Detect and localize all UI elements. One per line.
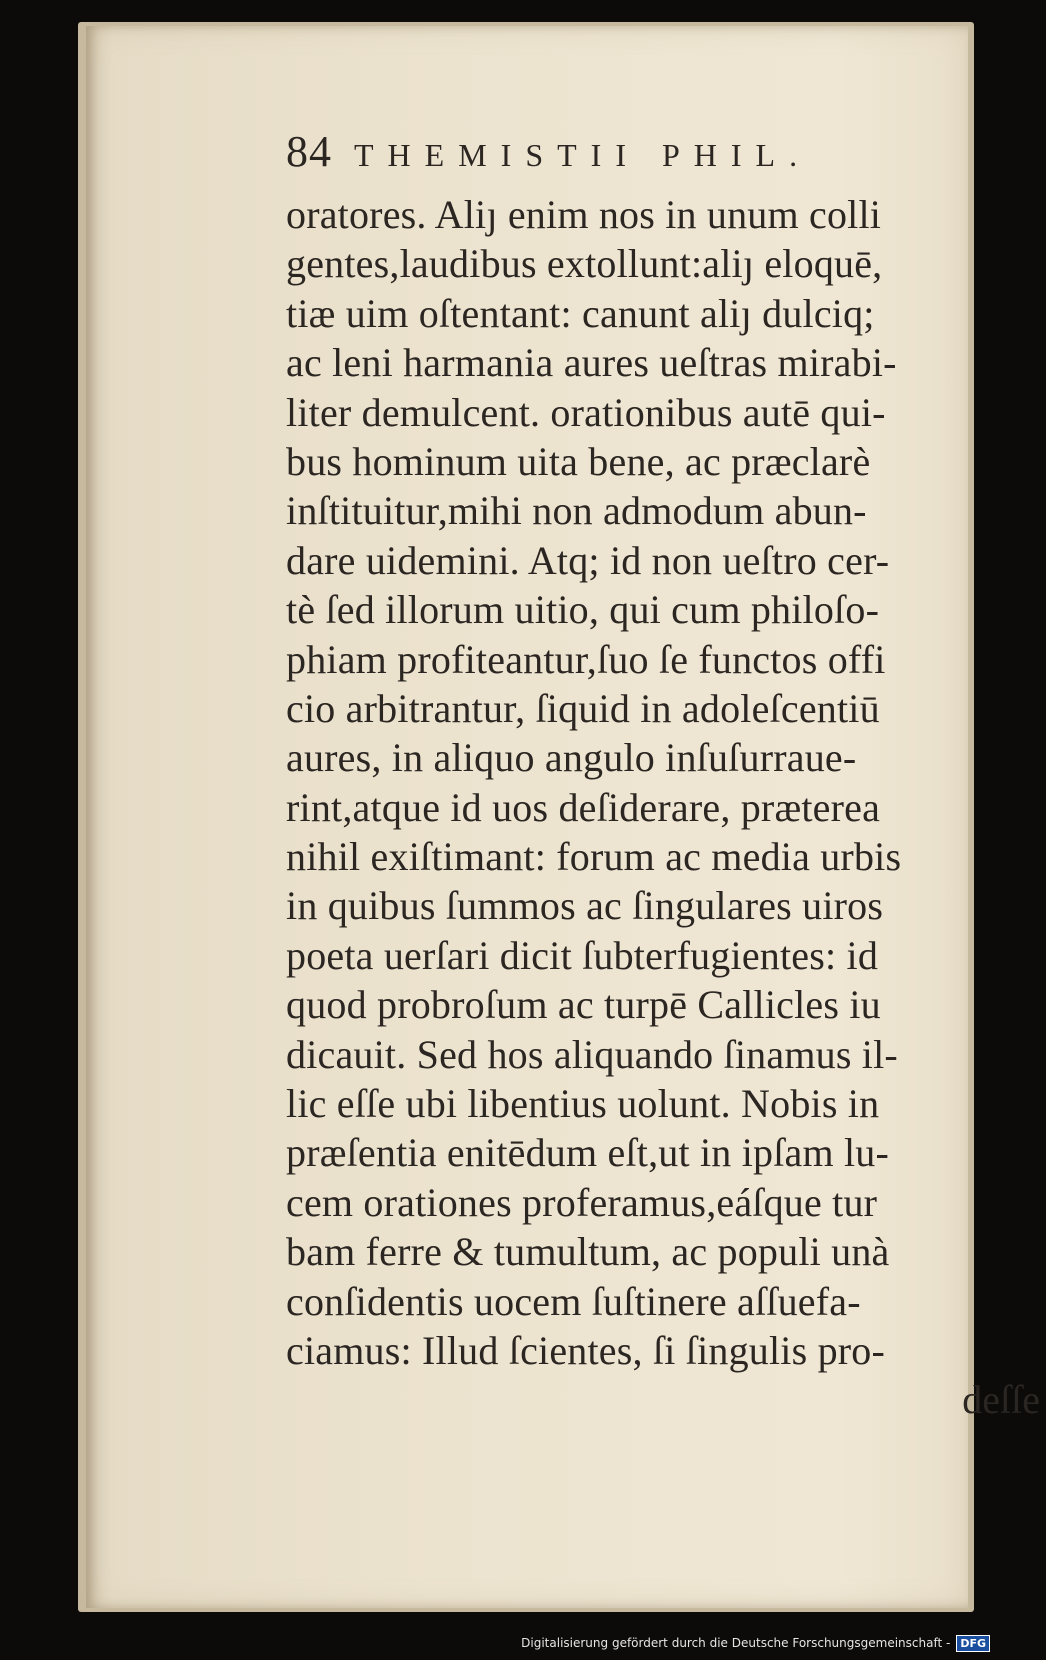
text-line: quod probroſum ac turpē Callicles iu [286,982,881,1028]
text-line: conſidentis uocem ſuſtinere aſſuefa- [286,1278,861,1324]
page-number: 84 [286,127,332,176]
text-line: lic eſſe ubi libentius uolunt. Nobis in [286,1081,880,1127]
text-line: dare uidemini. Atq; id non ueſtro cer- [286,537,890,583]
text-line: tè ſed illorum uitio, qui cum philoſo- [286,587,880,633]
text-line: in quibus ſummos ac ſingulares uiros [286,883,884,929]
text-line: liter demulcent. orationibus autē qui- [286,389,886,435]
text-line: ac leni harmania aures ueſtras mirabi- [286,340,897,386]
text-line: nihil exiſtimant: forum ac media urbis [286,834,902,880]
text-line: tiæ uim oſtentant: canunt aliȷ dulciq; [286,290,875,336]
text-line: poeta uerſari dicit ſubterfugientes: id [286,932,879,978]
text-line: præſentia enitēdum eſt,ut in ipſam lu- [286,1130,890,1176]
text-line: aures, in aliquo angulo inſuſurraue- [286,735,857,781]
text-line: ciamus: Illud ſcientes, ſi ſingulis pro- [286,1327,886,1373]
text-line: gentes,laudibus extollunt:aliȷ eloquē, [286,241,883,287]
text-line: rint,atque id uos deſiderare, præterea [286,784,881,830]
funding-credit-text: Digitalisierung gefördert durch die Deutsche Forschungsgemeinschaft - [521,1636,951,1650]
running-head-title: THEMISTII PHIL. [354,137,812,173]
book-page [86,26,1040,1608]
text-line: cio arbitrantur, ſiquid in adoleſcentiū [286,685,880,731]
text-block [286,126,1046,1425]
text-line: phiam profiteantur,ſuo ſe functos offi [286,636,886,682]
text-line: inſtituitur,mihi non admodum abun- [286,488,867,534]
dfg-logo: DFG [956,1635,990,1652]
text-line: bam ferre & tumultum, ac populi unà [286,1229,890,1275]
text-line: oratores. Aliȷ enim nos in unum colli [286,192,882,237]
text-line: cem orationes proferamus,eáſque tur [286,1179,878,1225]
catchword: deſſe [962,1377,1040,1423]
running-head [286,126,1046,190]
text-line: bus hominum uita bene, ac præclarè [286,438,871,484]
text-line: dicauit. Sed hos aliquando ſinamus il- [286,1031,898,1077]
funding-footer [521,1630,990,1656]
